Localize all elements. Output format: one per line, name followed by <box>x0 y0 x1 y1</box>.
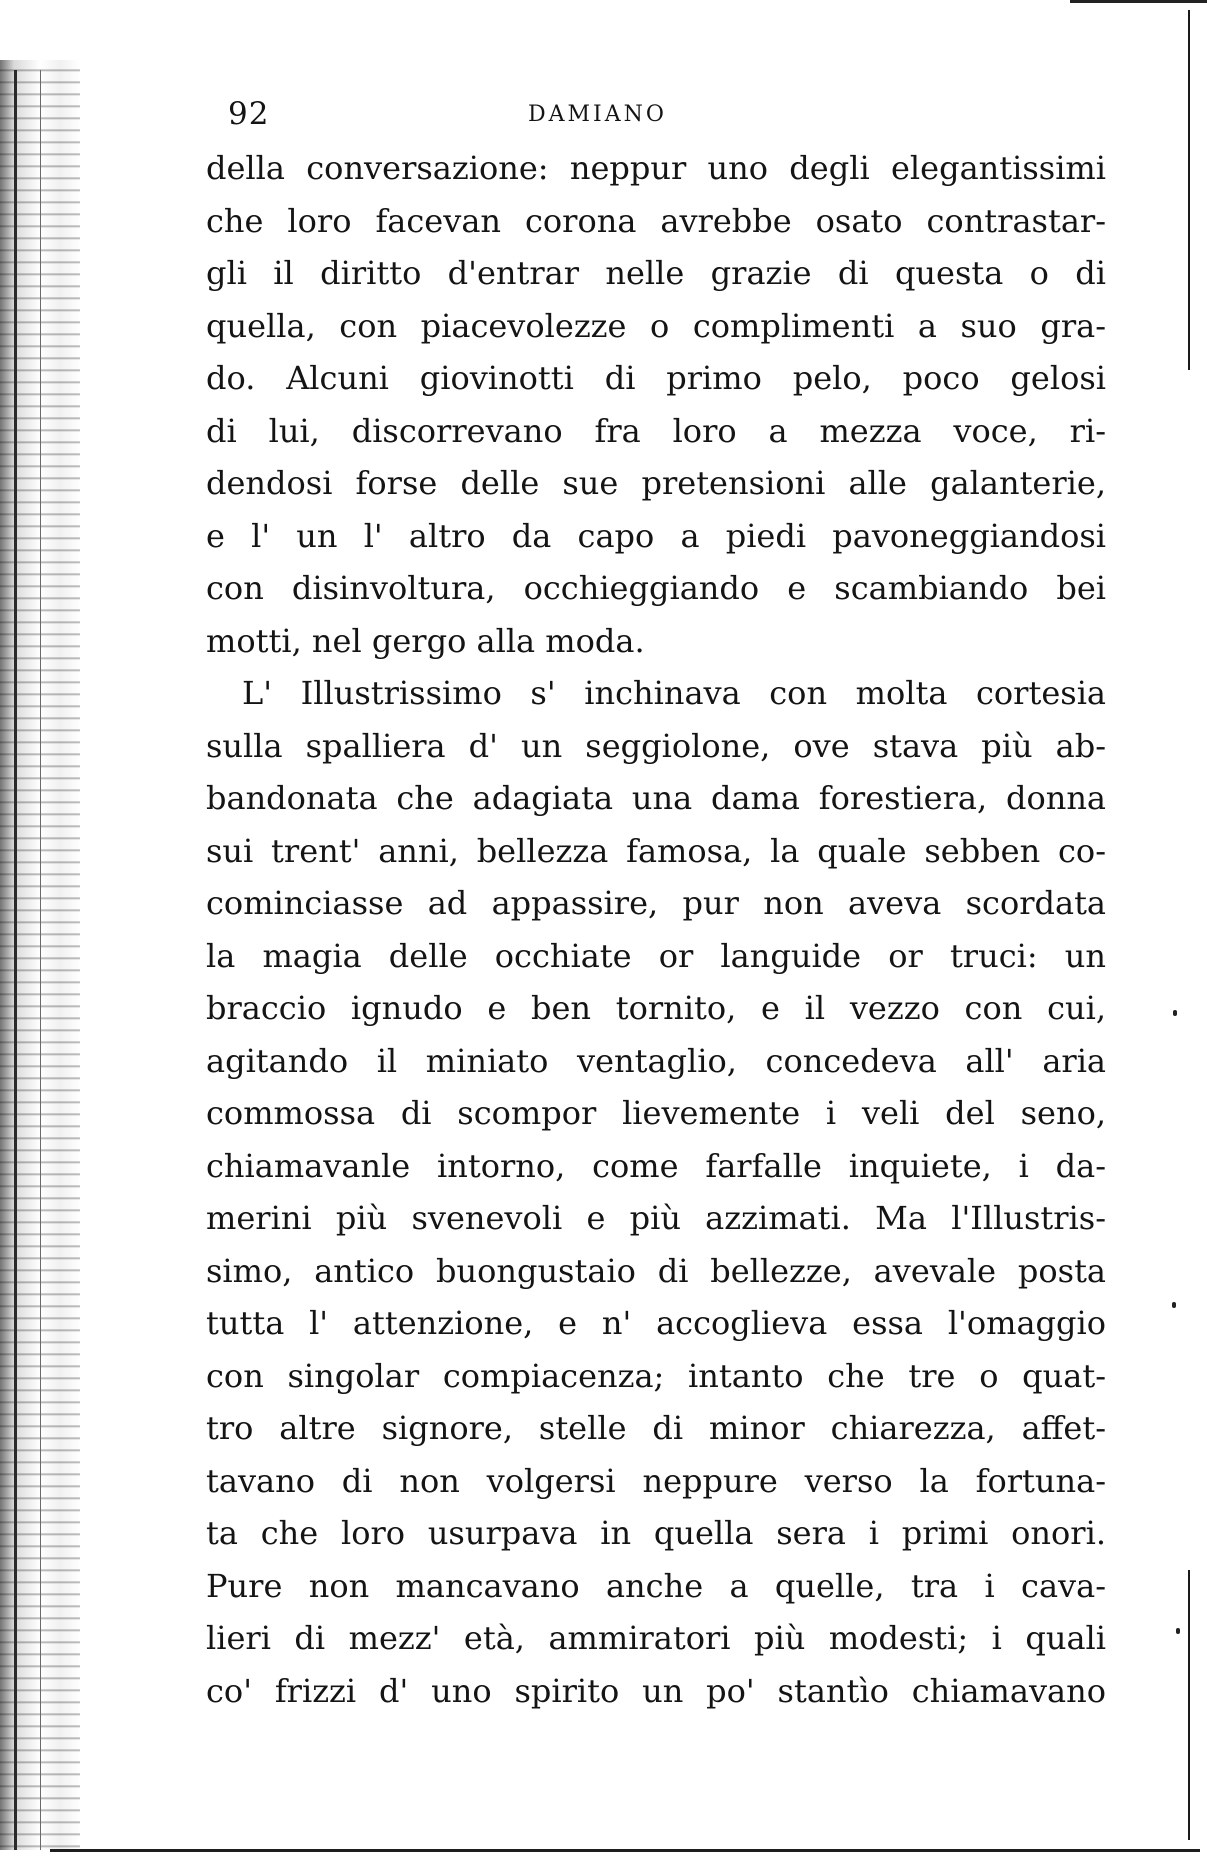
text-line: simo, antico buongustaio di bellezze, avevale posta <box>206 1251 1106 1290</box>
text-line: lieri di mezz' età, ammiratori più modesti; i quali <box>206 1619 1106 1657</box>
ink-speck <box>1173 1010 1177 1016</box>
text-line: agitando il miniato ventaglio, concedeva all' aria <box>206 1041 1106 1080</box>
text-line: merini più svenevoli e più azzimati. Ma l'Illustris- <box>206 1199 1106 1237</box>
text-line: commossa di scompor lievemente i veli del seno, <box>206 1094 1106 1132</box>
text-line: braccio ignudo e ben tornito, e il vezzo con cui, <box>206 989 1106 1027</box>
text-line: Pure non mancavano anche a quelle, tra i cava- <box>206 1566 1106 1605</box>
page-right-edge-lower <box>1188 1570 1190 1840</box>
text-line: e l' un l' altro da capo a piedi pavoneggiandosi <box>206 516 1106 555</box>
scan-bottom-rule <box>50 1849 1200 1852</box>
text-line: della conversazione: neppur uno degli elegantissimi <box>206 149 1106 187</box>
paragraph-start-line: L' Illustrissimo s' inchinava con molta cortesia <box>242 674 1106 712</box>
text-line: sui trent' anni, bellezza famosa, la quale sebben co- <box>206 831 1106 870</box>
text-line: tavano di non volgersi neppure verso la fortuna- <box>206 1461 1106 1500</box>
text-line: cominciasse ad appassire, pur non aveva scordata <box>206 884 1106 922</box>
text-line: ta che loro usurpava in quella sera i primi onori. <box>206 1514 1106 1552</box>
page-right-edge-upper <box>1188 10 1190 370</box>
text-line: sulla spalliera d' un seggiolone, ove stava più ab- <box>206 726 1106 765</box>
text-line: dendosi forse delle sue pretensioni alle galanterie, <box>206 464 1106 502</box>
page-header <box>0 96 1207 136</box>
text-line: gli il diritto d'entrar nelle grazie di questa o di <box>206 254 1106 292</box>
text-line: tro altre signore, stelle di minor chiarezza, affet- <box>206 1409 1106 1447</box>
text-line: co' frizzi d' uno spirito un po' stantìo chiamavano <box>206 1671 1106 1710</box>
text-line: che loro facevan corona avrebbe osato contrastar- <box>206 201 1106 240</box>
page-number: 92 <box>228 96 270 132</box>
ink-speck <box>1172 1302 1176 1308</box>
scan-top-rule <box>1070 0 1207 3</box>
text-line: con singolar compiacenza; intanto che tre o quat- <box>206 1356 1106 1395</box>
ink-speck <box>1176 1628 1180 1634</box>
text-line: tutta l' attenzione, e n' accoglieva essa l'omaggio <box>206 1304 1106 1342</box>
text-line: chiamavanle intorno, come farfalle inquiete, i da- <box>206 1146 1106 1185</box>
paragraph-end-line: motti, nel gergo alla moda. <box>206 621 645 660</box>
body-text <box>206 142 1106 1717</box>
binding-line <box>14 70 17 1850</box>
text-line: do. Alcuni giovinotti di primo pelo, poco gelosi <box>206 359 1106 397</box>
text-line: di lui, discorrevano fra loro a mezza voce, ri- <box>206 411 1106 450</box>
running-head: DAMIANO <box>528 102 667 127</box>
text-line: la magia delle occhiate or languide or truci: un <box>206 936 1106 975</box>
text-line: bandonata che adagiata una dama forestiera, donna <box>206 779 1106 817</box>
text-line: quella, con piacevolezze o complimenti a suo gra- <box>206 306 1106 345</box>
text-line: con disinvoltura, occhieggiando e scambiando bei <box>206 569 1106 607</box>
binding-line-thin <box>40 70 41 1850</box>
